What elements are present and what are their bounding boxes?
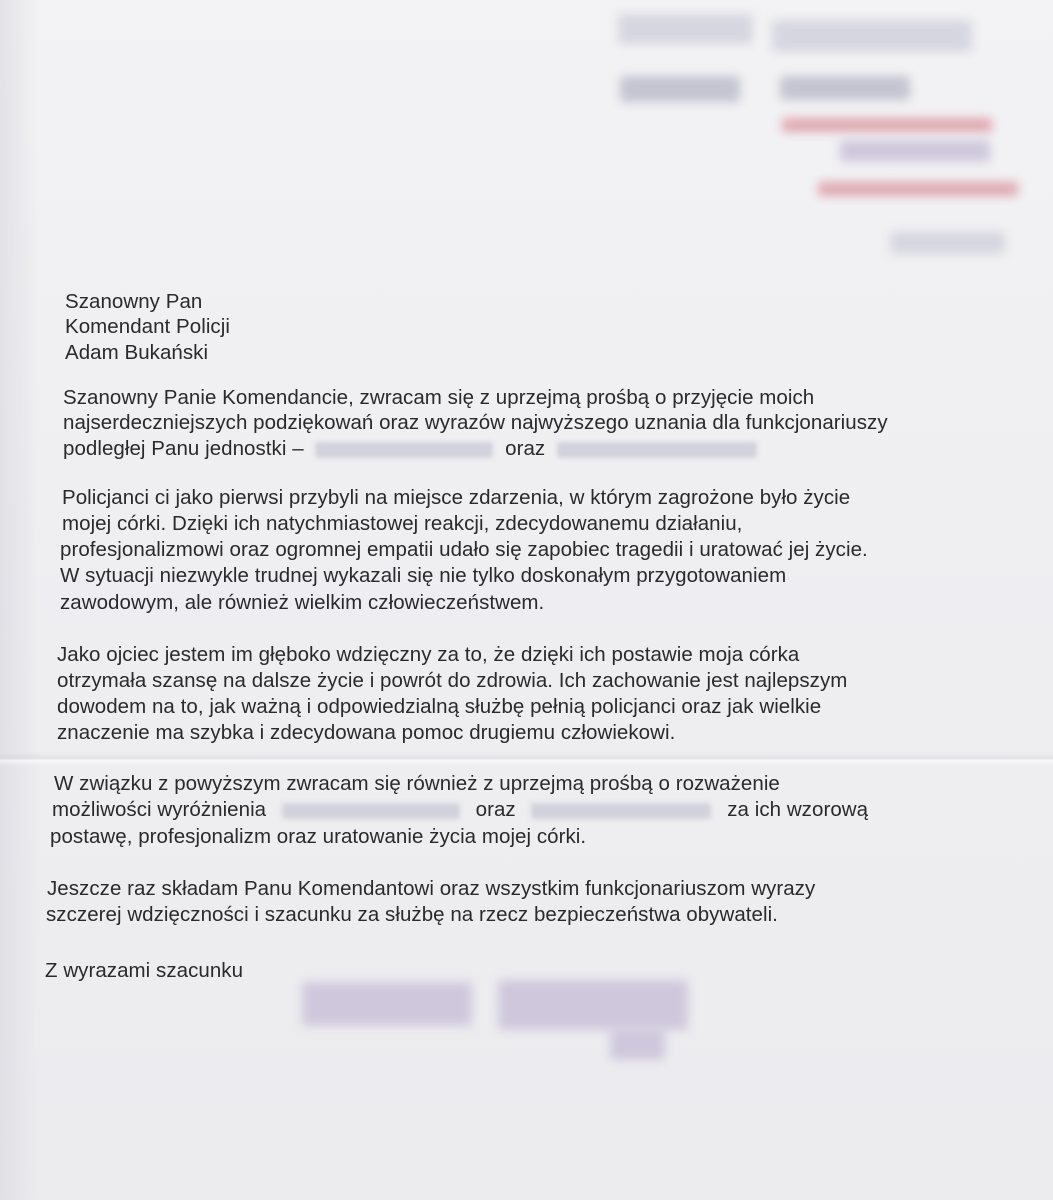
paragraph-4-line-2 [52,797,868,823]
paragraph-5-line-1: Jeszcze raz składam Panu Komendantowi oraz wszystkim funkcjonariuszom wyrazy [47,877,816,900]
paragraph-1-line-3-text: podległej Panu jednostki – [63,437,304,460]
paragraph-2-line-2: mojej córki. Dzięki ich natychmiastowej reakcji, zdecydowanemu działaniu, [62,512,743,535]
paper-shadow [0,0,40,1200]
paragraph-1-line-3 [63,436,757,462]
paragraph-2-line-1: Policjanci ci jako pierwsi przybyli na miejsce zdarzenia, w którym zagrożone było życie [62,486,851,509]
paragraph-4-line-2-tail: za ich wzorową [727,798,869,821]
redacted-officer-1 [315,442,493,458]
paragraph-3-line-4: znaczenie ma szybka i zdecydowana pomoc drugiemu człowiekowi. [57,721,676,744]
paragraph-3-line-3: dowodem na to, jak ważną i odpowiedzialną służbę pełnią policjanci oraz jak wielkie [57,695,822,718]
paragraph-5-line-2: szczerej wdzięczności i szacunku za służbę na rzecz bezpieczeństwa obywateli. [46,903,778,926]
closing-salutation: Z wyrazami szacunku [45,959,244,982]
paragraph-4-line-2-text: możliwości wyróżnienia [52,798,267,821]
paragraph-4-line-1: W związku z powyższym zwracam się również z uprzejmą prośbą o rozważenie [54,772,780,795]
paragraph-2-line-4: W sytuacji niezwykle trudnej wykazali się nie tylko doskonałym przygotowaniem [60,564,787,587]
paragraph-4-conjunction: oraz [475,798,516,821]
paper-fold [0,752,1053,766]
redacted-officer-3 [282,803,460,819]
paragraph-1-line-1: Szanowny Panie Komendancie, zwracam się z uprzejmą prośbą o przyjęcie moich [63,386,815,409]
paragraph-2-line-3: profesjonalizmowi oraz ogromnej empatii udało się zapobiec tragedii i uratować jej życie. [60,538,868,561]
redacted-officer-2 [557,442,757,458]
paragraph-1-conjunction: oraz [505,437,546,460]
paragraph-3-line-1: Jako ojciec jestem im głęboko wdzięczny za to, że dzięki ich postawie moja córka [57,643,800,666]
addressee-line-3: Adam Bukański [65,341,209,364]
paragraph-3-line-2: otrzymała szansę na dalsze życie i powrót do zdrowia. Ich zachowanie jest najlepszym [57,669,848,692]
paragraph-2-line-5: zawodowym, ale również wielkim człowieczeństwem. [60,591,545,614]
addressee-line-1: Szanowny Pan [65,290,203,313]
paragraph-1-line-2: najserdeczniejszych podziękowań oraz wyrazów najwyższego uznania dla funkcjonariuszy [63,411,888,434]
paragraph-4-line-3: postawę, profesjonalizm oraz uratowanie życia mojej córki. [50,825,587,848]
redacted-officer-4 [531,803,711,819]
addressee-line-2: Komendant Policji [65,315,230,338]
